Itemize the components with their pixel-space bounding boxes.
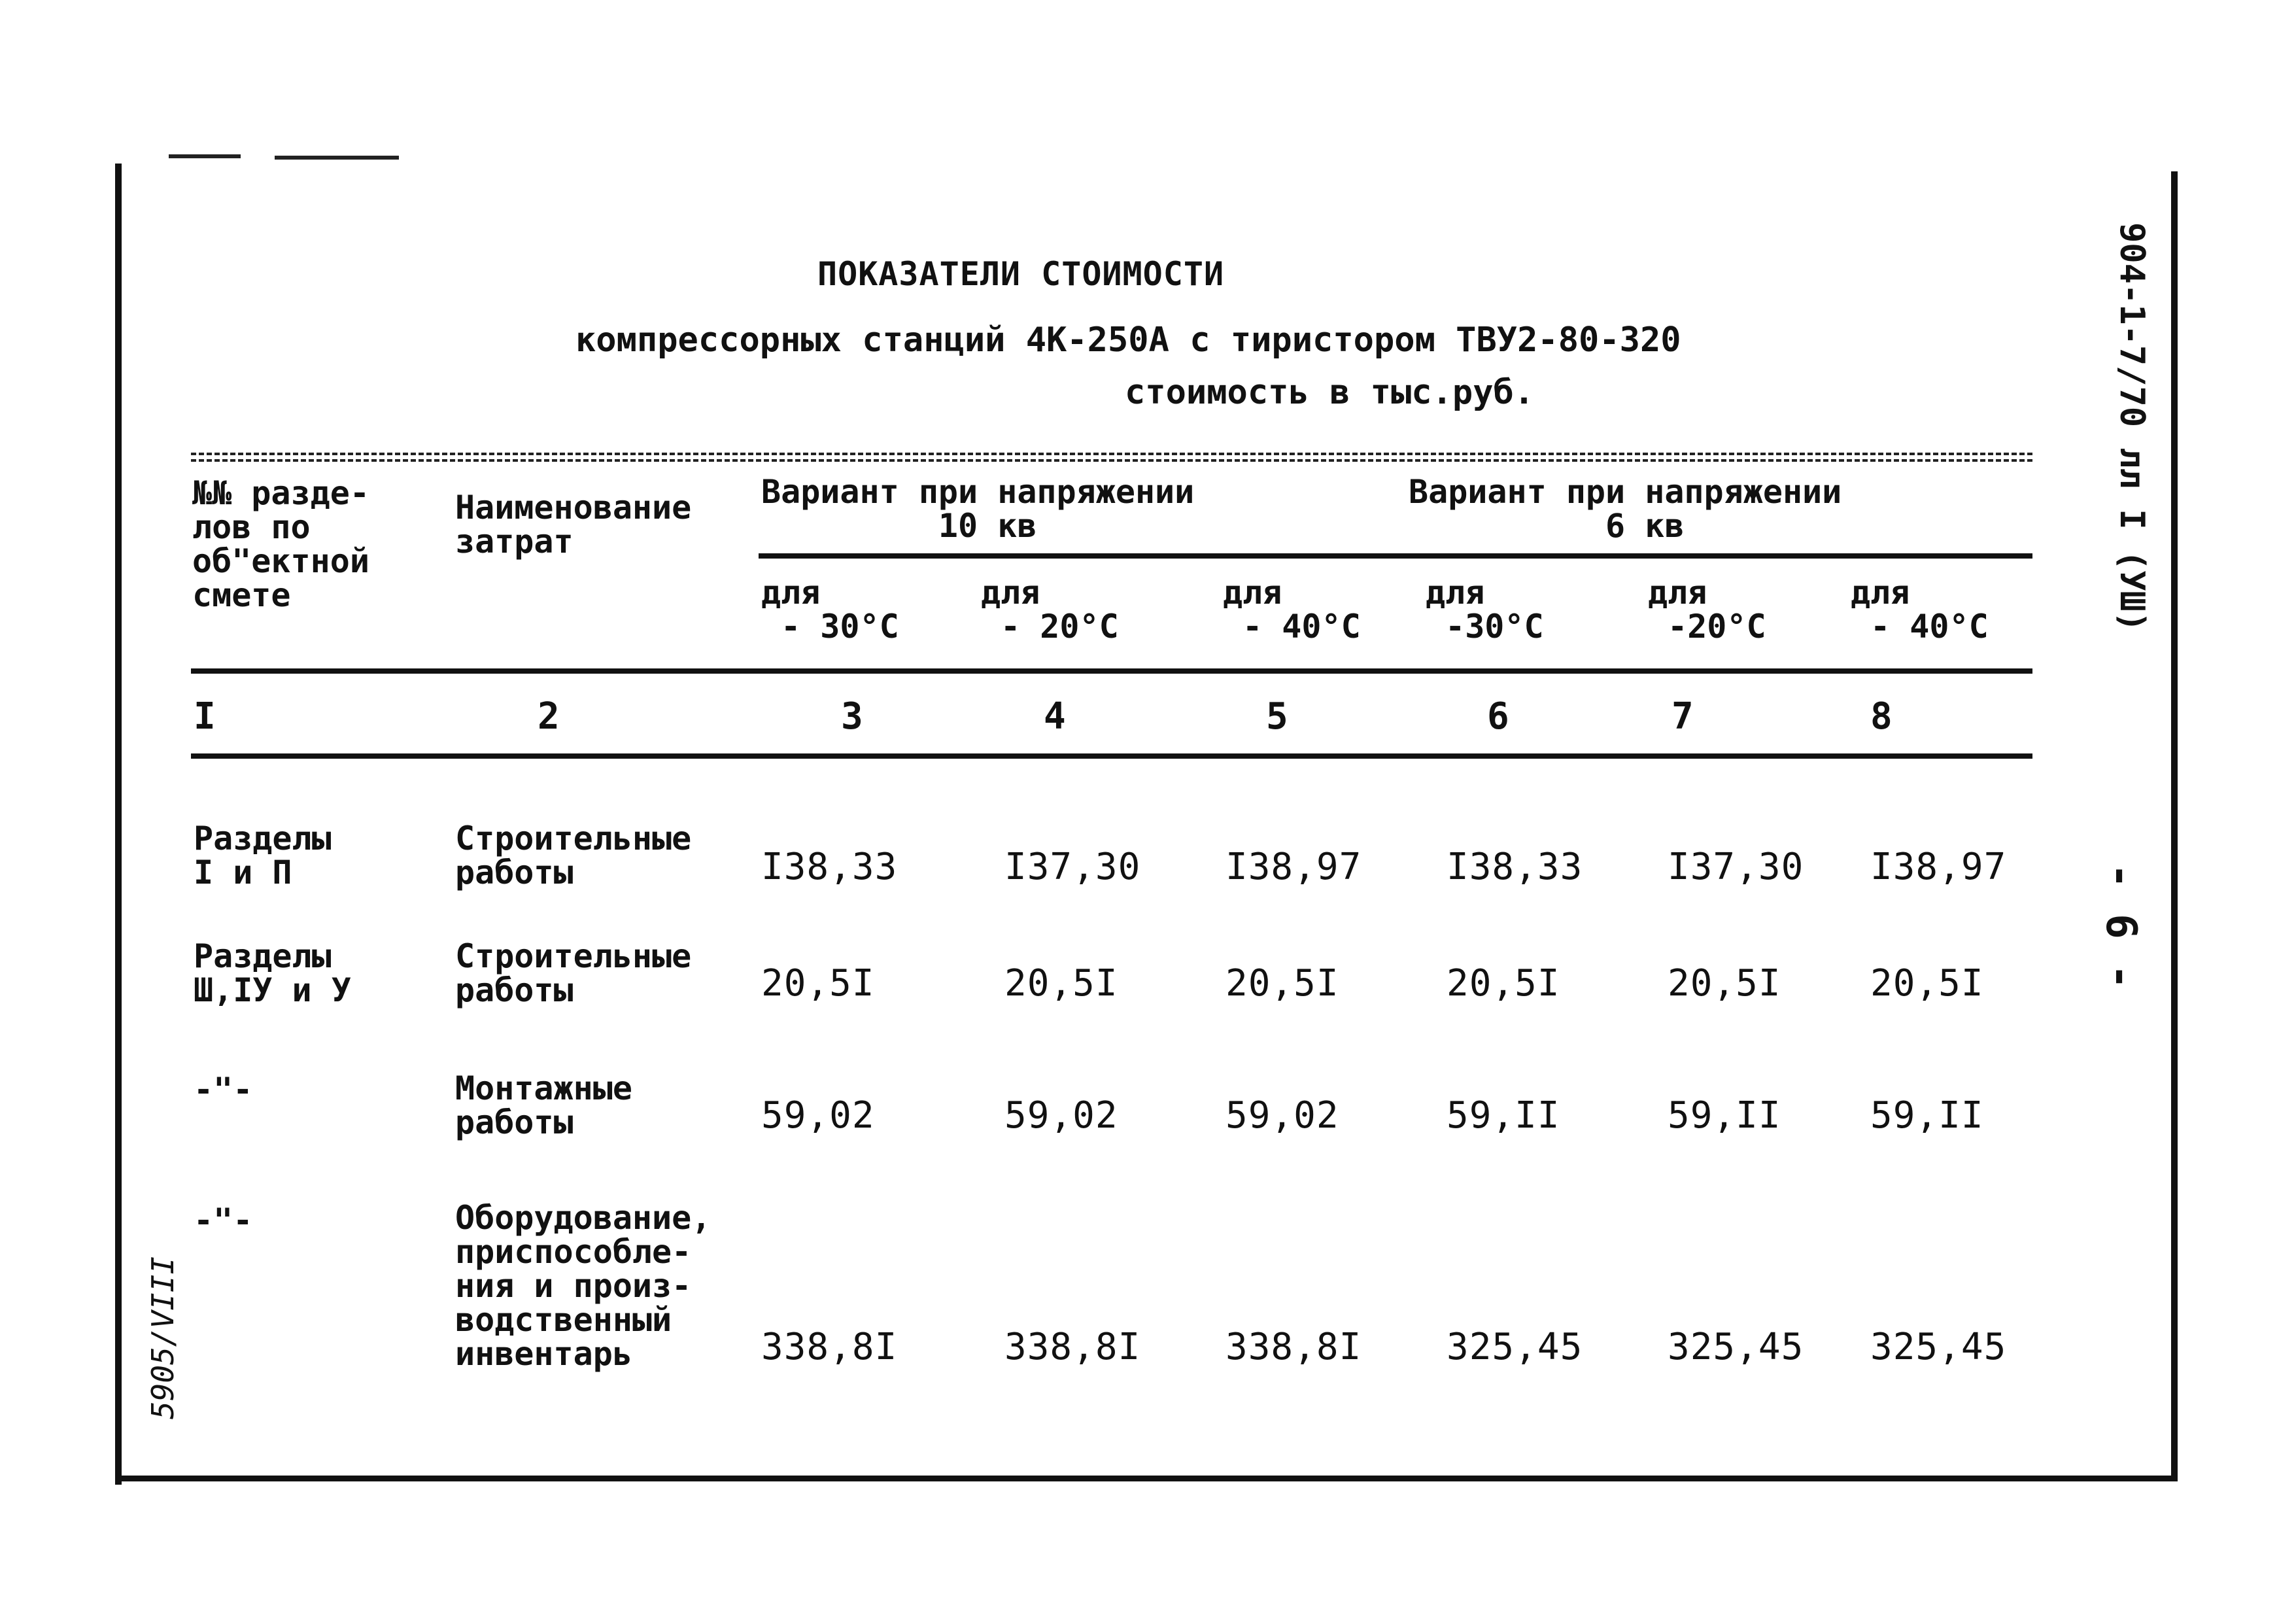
subheader-temp: для - 20°С [981, 574, 1119, 646]
document-title: ПОКАЗАТЕЛИ СТОИМОСТИ [817, 255, 1225, 293]
row-value: 59,II [1668, 1094, 1781, 1137]
column-number: 6 [1487, 695, 1509, 738]
column-number: 5 [1266, 695, 1288, 738]
subheader-temp: для - 40°С [1223, 574, 1361, 646]
subheader-temp: для -20°С [1648, 574, 1766, 646]
header-variant-10kv: Вариант при напряжении 10 кв [761, 473, 1195, 545]
row-value: I38,33 [761, 846, 898, 888]
column-number: I [194, 695, 216, 738]
row-value: I38,97 [1225, 846, 1362, 888]
row-value: 20,5I [761, 962, 875, 1005]
header-section-numbers: №№ разде- лов по об"ектной смете [192, 474, 369, 614]
header-bottom-rule [191, 668, 2032, 674]
group-header-rule [759, 553, 2032, 559]
row-cost-name: Монтажные работы [455, 1069, 632, 1141]
column-number: 4 [1044, 695, 1066, 738]
row-section: Разделы Ш,IУ и У [194, 937, 351, 1009]
column-number: 8 [1870, 695, 1893, 738]
row-value: 338,8I [1004, 1326, 1141, 1368]
frame-left-border [115, 164, 122, 1485]
row-section: -"- [194, 1071, 253, 1109]
header-variant-6kv: Вариант при напряжении 6 кв [1409, 473, 1842, 545]
row-value: I38,97 [1870, 846, 2007, 888]
column-number-rule [191, 753, 2032, 759]
row-section: -"- [194, 1201, 253, 1239]
page-number-vertical [2097, 863, 2151, 1060]
frame-top-stroke [169, 154, 241, 158]
row-section: Разделы I и П [194, 820, 332, 891]
column-number: 3 [841, 695, 863, 738]
row-value: 59,II [1447, 1094, 1560, 1137]
subheader-temp: для - 30°С [761, 574, 899, 646]
subheader-temp: для -30°С [1426, 574, 1544, 646]
row-cost-name: Оборудование, приспособле- ния и произ- водственный инвентарь [455, 1199, 711, 1373]
frame-top-stroke [275, 156, 399, 160]
subheader-temp: для - 40°С [1851, 574, 1989, 646]
archive-code-text: 5905/VIII [145, 1256, 180, 1419]
row-value: 20,5I [1004, 962, 1118, 1005]
row-value: I38,33 [1447, 846, 1583, 888]
table-top-double-rule [191, 453, 2032, 462]
page-number-text: - 6 - [2097, 863, 2145, 990]
frame-right-border [2171, 171, 2178, 1479]
row-value: I37,30 [1668, 846, 1804, 888]
archive-code-vertical [145, 1256, 184, 1439]
header-cost-name: Наименование затрат [455, 489, 692, 561]
row-value: 20,5I [1668, 962, 1781, 1005]
row-value: 59,02 [761, 1094, 875, 1137]
doc-code-text: 904-1-7/70 лл I (УШ) [2112, 222, 2151, 632]
document-title-block [0, 249, 2296, 301]
row-value: 338,8I [1225, 1326, 1362, 1368]
row-value: 325,45 [1668, 1326, 1804, 1368]
row-cost-name: Строительные работы [455, 937, 692, 1009]
row-value: I37,30 [1004, 846, 1141, 888]
document-subtitle: компрессорных станций 4К-250А с тиристором ТВУ2-80-320 [575, 320, 1681, 360]
row-value: 325,45 [1870, 1326, 2007, 1368]
column-number: 2 [538, 695, 560, 738]
frame-bottom-border [118, 1476, 2178, 1481]
cost-units-note: стоимость в тыс.руб. [1125, 373, 1535, 412]
row-value: 20,5I [1447, 962, 1560, 1005]
column-number: 7 [1671, 695, 1694, 738]
row-value: 59,02 [1225, 1094, 1339, 1137]
row-value: 59,II [1870, 1094, 1984, 1137]
row-cost-name: Строительные работы [455, 820, 692, 891]
row-value: 20,5I [1225, 962, 1339, 1005]
row-value: 325,45 [1447, 1326, 1583, 1368]
doc-code-vertical [2099, 222, 2151, 693]
row-value: 338,8I [761, 1326, 898, 1368]
row-value: 20,5I [1870, 962, 1984, 1005]
row-value: 59,02 [1004, 1094, 1118, 1137]
